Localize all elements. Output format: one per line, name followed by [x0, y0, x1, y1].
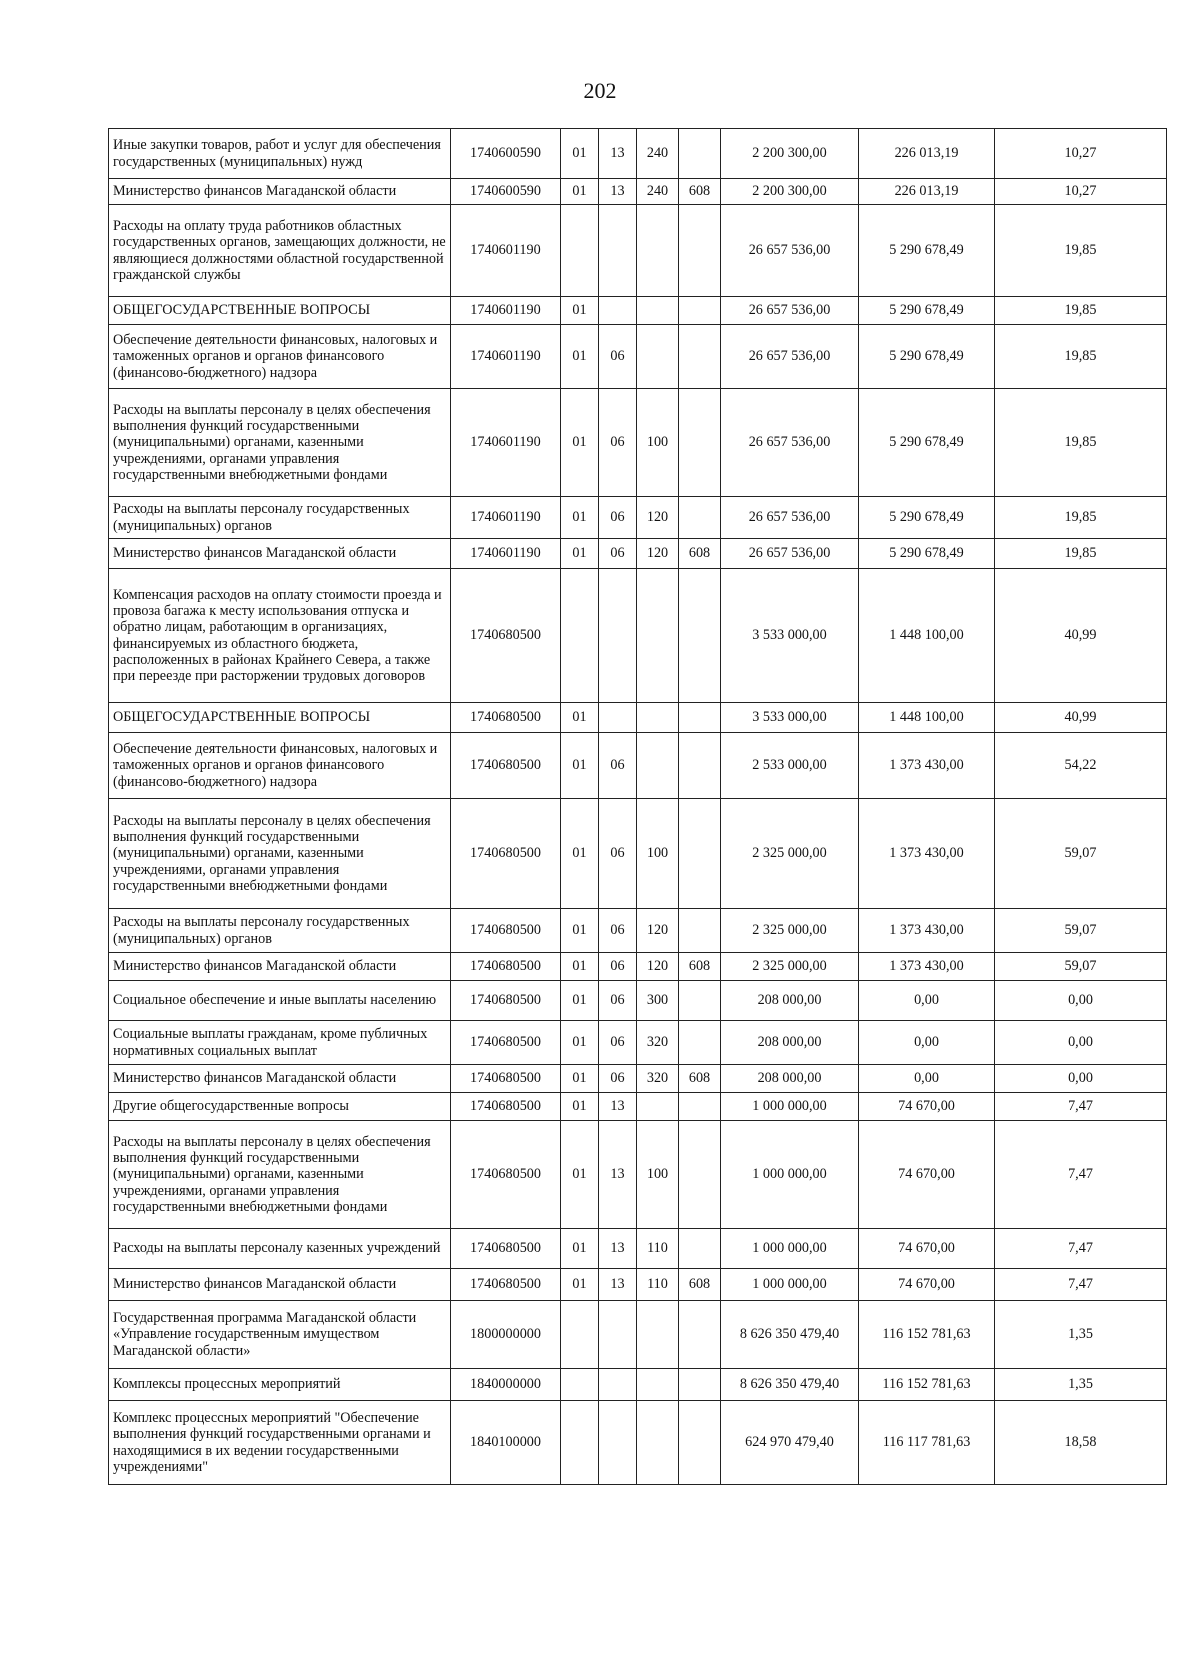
row-code: 1740680500 [451, 1065, 561, 1093]
row-expense-type [637, 703, 679, 733]
row-expense-type [637, 325, 679, 389]
table-row [109, 389, 1167, 497]
row-percent: 1,35 [995, 1301, 1167, 1369]
table-row [109, 179, 1167, 205]
row-percent: 54,22 [995, 733, 1167, 799]
row-section: 01 [561, 1065, 599, 1093]
row-grbs [679, 297, 721, 325]
row-plan: 8 626 350 479,40 [721, 1301, 859, 1369]
budget-table [108, 128, 1167, 1485]
row-plan: 2 533 000,00 [721, 733, 859, 799]
row-percent: 0,00 [995, 1021, 1167, 1065]
row-plan: 2 200 300,00 [721, 129, 859, 179]
row-code: 1740680500 [451, 1229, 561, 1269]
table-row [109, 205, 1167, 297]
row-grbs: 608 [679, 539, 721, 569]
row-name: Комплексы процессных мероприятий [109, 1369, 451, 1401]
row-section: 01 [561, 733, 599, 799]
row-grbs [679, 1229, 721, 1269]
row-name: Расходы на выплаты персоналу казенных учреждений [109, 1229, 451, 1269]
table-row [109, 129, 1167, 179]
row-section: 01 [561, 909, 599, 953]
row-subsection [599, 297, 637, 325]
row-expense-type [637, 1301, 679, 1369]
row-expense-type [637, 733, 679, 799]
row-percent: 59,07 [995, 909, 1167, 953]
row-name: Министерство финансов Магаданской области [109, 953, 451, 981]
row-subsection: 06 [599, 981, 637, 1021]
row-expense-type: 100 [637, 389, 679, 497]
row-expense-type: 120 [637, 497, 679, 539]
row-expense-type: 240 [637, 129, 679, 179]
row-section: 01 [561, 799, 599, 909]
table-row [109, 1401, 1167, 1485]
table-row [109, 799, 1167, 909]
table-row [109, 1301, 1167, 1369]
row-name: Расходы на выплаты персоналу в целях обеспечения выполнения функций государственными (муниципальными) органами, казенными учреждениями, органами управления государственными внебюджетными фондами [109, 389, 451, 497]
row-code: 1740680500 [451, 909, 561, 953]
row-plan: 2 325 000,00 [721, 953, 859, 981]
row-grbs [679, 497, 721, 539]
row-plan: 3 533 000,00 [721, 569, 859, 703]
row-percent: 1,35 [995, 1369, 1167, 1401]
row-code: 1740601190 [451, 497, 561, 539]
row-plan: 208 000,00 [721, 1065, 859, 1093]
row-percent: 19,85 [995, 205, 1167, 297]
row-subsection: 06 [599, 325, 637, 389]
row-expense-type: 100 [637, 799, 679, 909]
table-row [109, 1369, 1167, 1401]
row-code: 1840100000 [451, 1401, 561, 1485]
row-fact: 1 373 430,00 [859, 953, 995, 981]
row-percent: 19,85 [995, 497, 1167, 539]
row-grbs [679, 325, 721, 389]
table-row [109, 981, 1167, 1021]
table-row [109, 497, 1167, 539]
row-percent: 0,00 [995, 1065, 1167, 1093]
row-expense-type [637, 569, 679, 703]
row-expense-type: 110 [637, 1269, 679, 1301]
row-code: 1840000000 [451, 1369, 561, 1401]
table-row [109, 325, 1167, 389]
row-code: 1740680500 [451, 1093, 561, 1121]
row-percent: 19,85 [995, 389, 1167, 497]
row-fact: 1 448 100,00 [859, 569, 995, 703]
row-name: Расходы на выплаты персоналу государственных (муниципальных) органов [109, 909, 451, 953]
table-row [109, 909, 1167, 953]
row-name: Социальные выплаты гражданам, кроме публичных нормативных социальных выплат [109, 1021, 451, 1065]
row-plan: 8 626 350 479,40 [721, 1369, 859, 1401]
row-grbs [679, 909, 721, 953]
row-grbs [679, 1401, 721, 1485]
row-expense-type: 120 [637, 953, 679, 981]
row-fact: 5 290 678,49 [859, 205, 995, 297]
row-percent: 18,58 [995, 1401, 1167, 1485]
row-grbs [679, 733, 721, 799]
row-code: 1740680500 [451, 1021, 561, 1065]
row-grbs [679, 1093, 721, 1121]
row-plan: 26 657 536,00 [721, 389, 859, 497]
row-name: Расходы на оплату труда работников областных государственных органов, замещающих должности, не являющиеся должностями областной государственной гражданской службы [109, 205, 451, 297]
row-fact: 74 670,00 [859, 1229, 995, 1269]
row-plan: 624 970 479,40 [721, 1401, 859, 1485]
row-grbs: 608 [679, 1269, 721, 1301]
row-plan: 26 657 536,00 [721, 497, 859, 539]
row-expense-type: 240 [637, 179, 679, 205]
page-number: 202 [583, 78, 617, 103]
row-code: 1740600590 [451, 129, 561, 179]
row-section: 01 [561, 1093, 599, 1121]
row-name: Расходы на выплаты персоналу в целях обеспечения выполнения функций государственными (муниципальными) органами, казенными учреждениями, органами управления государственными внебюджетными фондами [109, 1121, 451, 1229]
row-grbs [679, 129, 721, 179]
row-code: 1740680500 [451, 1121, 561, 1229]
row-section [561, 1369, 599, 1401]
row-name: Социальное обеспечение и иные выплаты населению [109, 981, 451, 1021]
row-subsection: 06 [599, 497, 637, 539]
row-section: 01 [561, 953, 599, 981]
row-name: Другие общегосударственные вопросы [109, 1093, 451, 1121]
row-subsection: 13 [599, 1229, 637, 1269]
row-plan: 208 000,00 [721, 1021, 859, 1065]
row-code: 1740680500 [451, 953, 561, 981]
row-section: 01 [561, 389, 599, 497]
row-fact: 1 373 430,00 [859, 733, 995, 799]
row-subsection: 06 [599, 799, 637, 909]
row-code: 1740680500 [451, 799, 561, 909]
row-name: Комплекс процессных мероприятий "Обеспечение выполнения функций государственными органами и находящимися в их ведении государственными учреждениями" [109, 1401, 451, 1485]
table-row [109, 1021, 1167, 1065]
row-plan: 26 657 536,00 [721, 325, 859, 389]
row-fact: 5 290 678,49 [859, 297, 995, 325]
row-name: Государственная программа Магаданской области «Управление государственным имуществом Магаданской области» [109, 1301, 451, 1369]
row-name: Иные закупки товаров, работ и услуг для обеспечения государственных (муниципальных) нужд [109, 129, 451, 179]
row-name: ОБЩЕГОСУДАРСТВЕННЫЕ ВОПРОСЫ [109, 297, 451, 325]
row-subsection [599, 205, 637, 297]
row-subsection [599, 703, 637, 733]
table-row [109, 1065, 1167, 1093]
row-fact: 116 117 781,63 [859, 1401, 995, 1485]
row-subsection: 06 [599, 389, 637, 497]
row-section: 01 [561, 497, 599, 539]
row-section: 01 [561, 325, 599, 389]
row-subsection: 06 [599, 1021, 637, 1065]
row-expense-type: 320 [637, 1021, 679, 1065]
row-grbs [679, 1301, 721, 1369]
row-fact: 226 013,19 [859, 179, 995, 205]
row-section: 01 [561, 179, 599, 205]
row-section: 01 [561, 703, 599, 733]
row-percent: 7,47 [995, 1269, 1167, 1301]
row-code: 1740680500 [451, 1269, 561, 1301]
table-row [109, 953, 1167, 981]
row-code: 1740600590 [451, 179, 561, 205]
row-section: 01 [561, 1269, 599, 1301]
row-subsection: 06 [599, 1065, 637, 1093]
row-fact: 5 290 678,49 [859, 497, 995, 539]
row-percent: 7,47 [995, 1121, 1167, 1229]
row-name: Министерство финансов Магаданской области [109, 179, 451, 205]
row-name: Компенсация расходов на оплату стоимости проезда и провоза багажа к месту использования отпуска и обратно лицам, работающим в организациях, финансируемых из областного бюджета, расположенных в районах Крайнего Севера, а также при переезде при расторжении трудовых договоров [109, 569, 451, 703]
row-subsection: 13 [599, 179, 637, 205]
row-code: 1800000000 [451, 1301, 561, 1369]
table-row [109, 733, 1167, 799]
row-grbs [679, 569, 721, 703]
row-percent: 59,07 [995, 953, 1167, 981]
row-grbs [679, 799, 721, 909]
row-name: Министерство финансов Магаданской области [109, 1065, 451, 1093]
row-grbs [679, 703, 721, 733]
row-fact: 0,00 [859, 1065, 995, 1093]
row-section [561, 1301, 599, 1369]
row-name: ОБЩЕГОСУДАРСТВЕННЫЕ ВОПРОСЫ [109, 703, 451, 733]
row-code: 1740601190 [451, 389, 561, 497]
row-expense-type [637, 1369, 679, 1401]
row-expense-type [637, 205, 679, 297]
row-plan: 3 533 000,00 [721, 703, 859, 733]
row-percent: 40,99 [995, 569, 1167, 703]
row-fact: 226 013,19 [859, 129, 995, 179]
row-grbs: 608 [679, 1065, 721, 1093]
row-expense-type [637, 297, 679, 325]
row-expense-type [637, 1401, 679, 1485]
row-section [561, 569, 599, 703]
row-section: 01 [561, 1229, 599, 1269]
row-expense-type: 320 [637, 1065, 679, 1093]
row-plan: 1 000 000,00 [721, 1121, 859, 1229]
row-plan: 1 000 000,00 [721, 1229, 859, 1269]
row-fact: 74 670,00 [859, 1093, 995, 1121]
table-row [109, 569, 1167, 703]
row-plan: 2 200 300,00 [721, 179, 859, 205]
row-expense-type: 100 [637, 1121, 679, 1229]
row-subsection: 06 [599, 909, 637, 953]
row-subsection [599, 1401, 637, 1485]
row-fact: 0,00 [859, 981, 995, 1021]
row-section: 01 [561, 1121, 599, 1229]
row-percent: 7,47 [995, 1093, 1167, 1121]
row-grbs [679, 389, 721, 497]
row-name: Обеспечение деятельности финансовых, налоговых и таможенных органов и органов финансового (финансово-бюджетного) надзора [109, 733, 451, 799]
table-body [109, 129, 1167, 1485]
row-subsection [599, 1301, 637, 1369]
row-subsection: 13 [599, 1121, 637, 1229]
row-grbs: 608 [679, 953, 721, 981]
row-name: Министерство финансов Магаданской области [109, 539, 451, 569]
row-fact: 5 290 678,49 [859, 389, 995, 497]
row-name: Министерство финансов Магаданской области [109, 1269, 451, 1301]
row-code: 1740601190 [451, 539, 561, 569]
row-code: 1740680500 [451, 733, 561, 799]
row-fact: 116 152 781,63 [859, 1301, 995, 1369]
row-code: 1740680500 [451, 569, 561, 703]
row-plan: 26 657 536,00 [721, 297, 859, 325]
row-grbs [679, 981, 721, 1021]
row-subsection: 06 [599, 539, 637, 569]
row-grbs [679, 1121, 721, 1229]
row-section [561, 205, 599, 297]
row-subsection [599, 569, 637, 703]
row-expense-type: 120 [637, 539, 679, 569]
row-grbs [679, 1369, 721, 1401]
row-percent: 59,07 [995, 799, 1167, 909]
row-fact: 5 290 678,49 [859, 325, 995, 389]
row-fact: 74 670,00 [859, 1121, 995, 1229]
row-percent: 0,00 [995, 981, 1167, 1021]
row-fact: 1 373 430,00 [859, 799, 995, 909]
row-grbs [679, 205, 721, 297]
table-row [109, 1269, 1167, 1301]
row-subsection: 13 [599, 129, 637, 179]
row-section: 01 [561, 981, 599, 1021]
row-section: 01 [561, 297, 599, 325]
row-code: 1740680500 [451, 703, 561, 733]
row-subsection: 06 [599, 733, 637, 799]
row-expense-type: 300 [637, 981, 679, 1021]
row-subsection [599, 1369, 637, 1401]
row-plan: 2 325 000,00 [721, 909, 859, 953]
row-fact: 74 670,00 [859, 1269, 995, 1301]
row-plan: 2 325 000,00 [721, 799, 859, 909]
row-code: 1740601190 [451, 325, 561, 389]
row-name: Расходы на выплаты персоналу в целях обеспечения выполнения функций государственными (муниципальными) органами, казенными учреждениями, органами управления государственными внебюджетными фондами [109, 799, 451, 909]
row-fact: 5 290 678,49 [859, 539, 995, 569]
row-section: 01 [561, 539, 599, 569]
table-row [109, 703, 1167, 733]
row-name: Расходы на выплаты персоналу государственных (муниципальных) органов [109, 497, 451, 539]
row-percent: 19,85 [995, 297, 1167, 325]
row-percent: 19,85 [995, 539, 1167, 569]
row-plan: 208 000,00 [721, 981, 859, 1021]
row-percent: 10,27 [995, 129, 1167, 179]
row-expense-type [637, 1093, 679, 1121]
table-row [109, 1093, 1167, 1121]
row-fact: 1 373 430,00 [859, 909, 995, 953]
row-code: 1740680500 [451, 981, 561, 1021]
table-row [109, 1229, 1167, 1269]
row-fact: 0,00 [859, 1021, 995, 1065]
row-plan: 1 000 000,00 [721, 1269, 859, 1301]
row-subsection: 13 [599, 1269, 637, 1301]
row-section: 01 [561, 129, 599, 179]
row-section [561, 1401, 599, 1485]
row-percent: 7,47 [995, 1229, 1167, 1269]
row-grbs [679, 1021, 721, 1065]
table-row [109, 1121, 1167, 1229]
row-expense-type: 110 [637, 1229, 679, 1269]
table-row [109, 297, 1167, 325]
row-plan: 1 000 000,00 [721, 1093, 859, 1121]
row-plan: 26 657 536,00 [721, 205, 859, 297]
row-percent: 19,85 [995, 325, 1167, 389]
row-section: 01 [561, 1021, 599, 1065]
row-grbs: 608 [679, 179, 721, 205]
row-subsection: 06 [599, 953, 637, 981]
row-code: 1740601190 [451, 297, 561, 325]
row-fact: 116 152 781,63 [859, 1369, 995, 1401]
row-fact: 1 448 100,00 [859, 703, 995, 733]
row-name: Обеспечение деятельности финансовых, налоговых и таможенных органов и органов финансового (финансово-бюджетного) надзора [109, 325, 451, 389]
row-percent: 10,27 [995, 179, 1167, 205]
row-subsection: 13 [599, 1093, 637, 1121]
row-expense-type: 120 [637, 909, 679, 953]
table-row [109, 539, 1167, 569]
row-plan: 26 657 536,00 [721, 539, 859, 569]
row-percent: 40,99 [995, 703, 1167, 733]
row-code: 1740601190 [451, 205, 561, 297]
